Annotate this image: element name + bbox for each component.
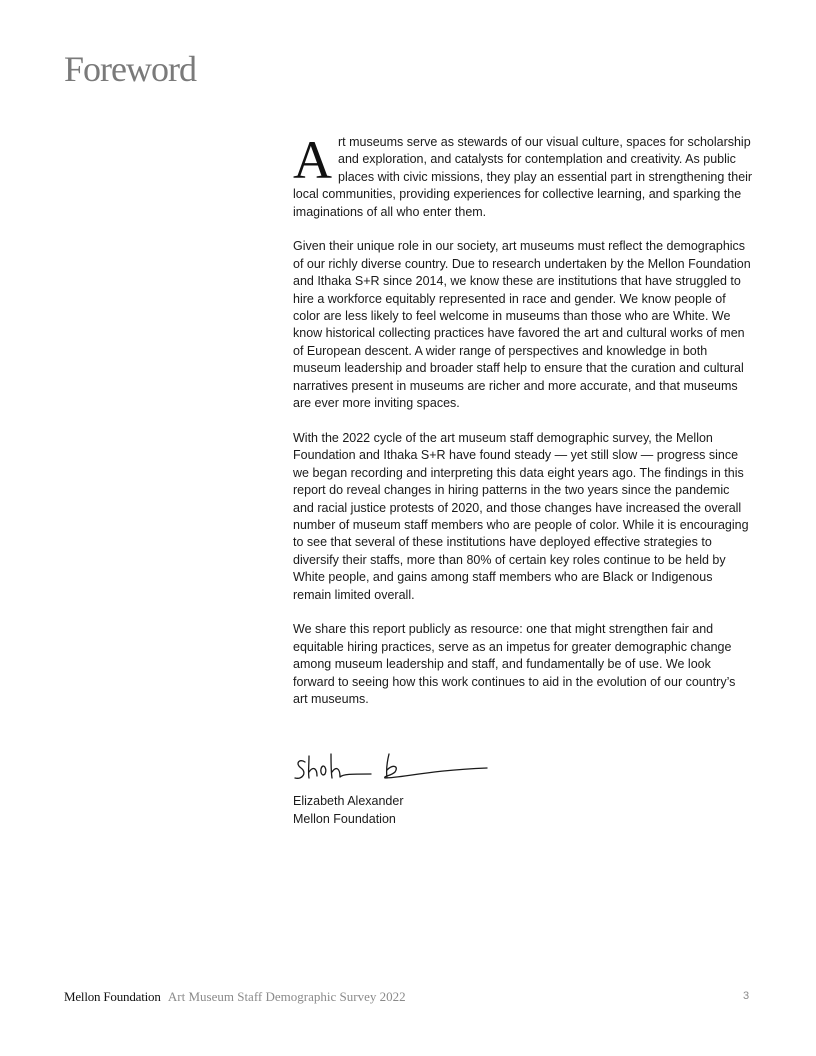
paragraph-survey-findings: With the 2022 cycle of the art museum staff demographic survey, the Mellon Foundation and Ithaka S+R have found steady — yet still slow — progress since we began recording and interpreting this data eight years ago. The findings in this report do reveal changes in hiring patterns in the two years since the pandemic and racial justice protests of 2020, and those changes have increased the overall number of museum staff members who are people of color. While it is encouraging to see that several of these institutions have deployed effective strategies to diversify their staffs, more than 80% of certain key roles continue to be held by White people, and gains among staff members who are Black or Indigenous remain limited overall. [293,430,749,602]
footer-report-title: Art Museum Staff Demographic Survey 2022 [167,989,406,1004]
page-number: 3 [743,990,750,1002]
footer [64,988,406,1006]
signatory-block [293,793,404,828]
signatory-name: Elizabeth Alexander [293,794,404,808]
paragraph-intro [293,130,753,221]
footer-organization: Mellon Foundation [64,989,161,1004]
drop-cap: A [293,130,332,190]
foreword-body [293,130,753,726]
paragraph-closing: We share this report publicly as resource: one that might strengthen fair and equitable hiring practices, serve as an impetus for greater demographic change among museum leadership and staff, and fundamentally be of use. We look forward to seeing how this work continues to aid in the evolution of our country’s art museums. [293,622,736,706]
page-title: Foreword [64,49,196,89]
signatory-organization: Mellon Foundation [293,811,396,826]
handwritten-signature [291,748,491,788]
paragraph-intro-text: rt museums serve as stewards of our visual culture, spaces for scholarship and exploration, and catalysts for contemplation and creativity. As public places with civic missions, they play an essential part in strengthening their local communities, providing experiences for collective learning, and sparking the imaginations of all who enter them. [293,135,753,219]
paragraph-representation: Given their unique role in our society, art museums must reflect the demographics of our richly diverse country. Due to research undertaken by the Mellon Foundation and Ithaka S+R since 2014, we know these are institutions that have struggled to hire a workforce equitably represented in race and gender. We know people of color are less likely to feel welcome in museums than those who are White. We know historical collecting practices have favored the art and cultural works of men of European descent. A wider range of perspectives and knowledge in both museum leadership and broader staff help to ensure that the curation and cultural narratives present in museums are richer and more accurate, and that museums are ever more inviting spaces. [293,239,751,411]
